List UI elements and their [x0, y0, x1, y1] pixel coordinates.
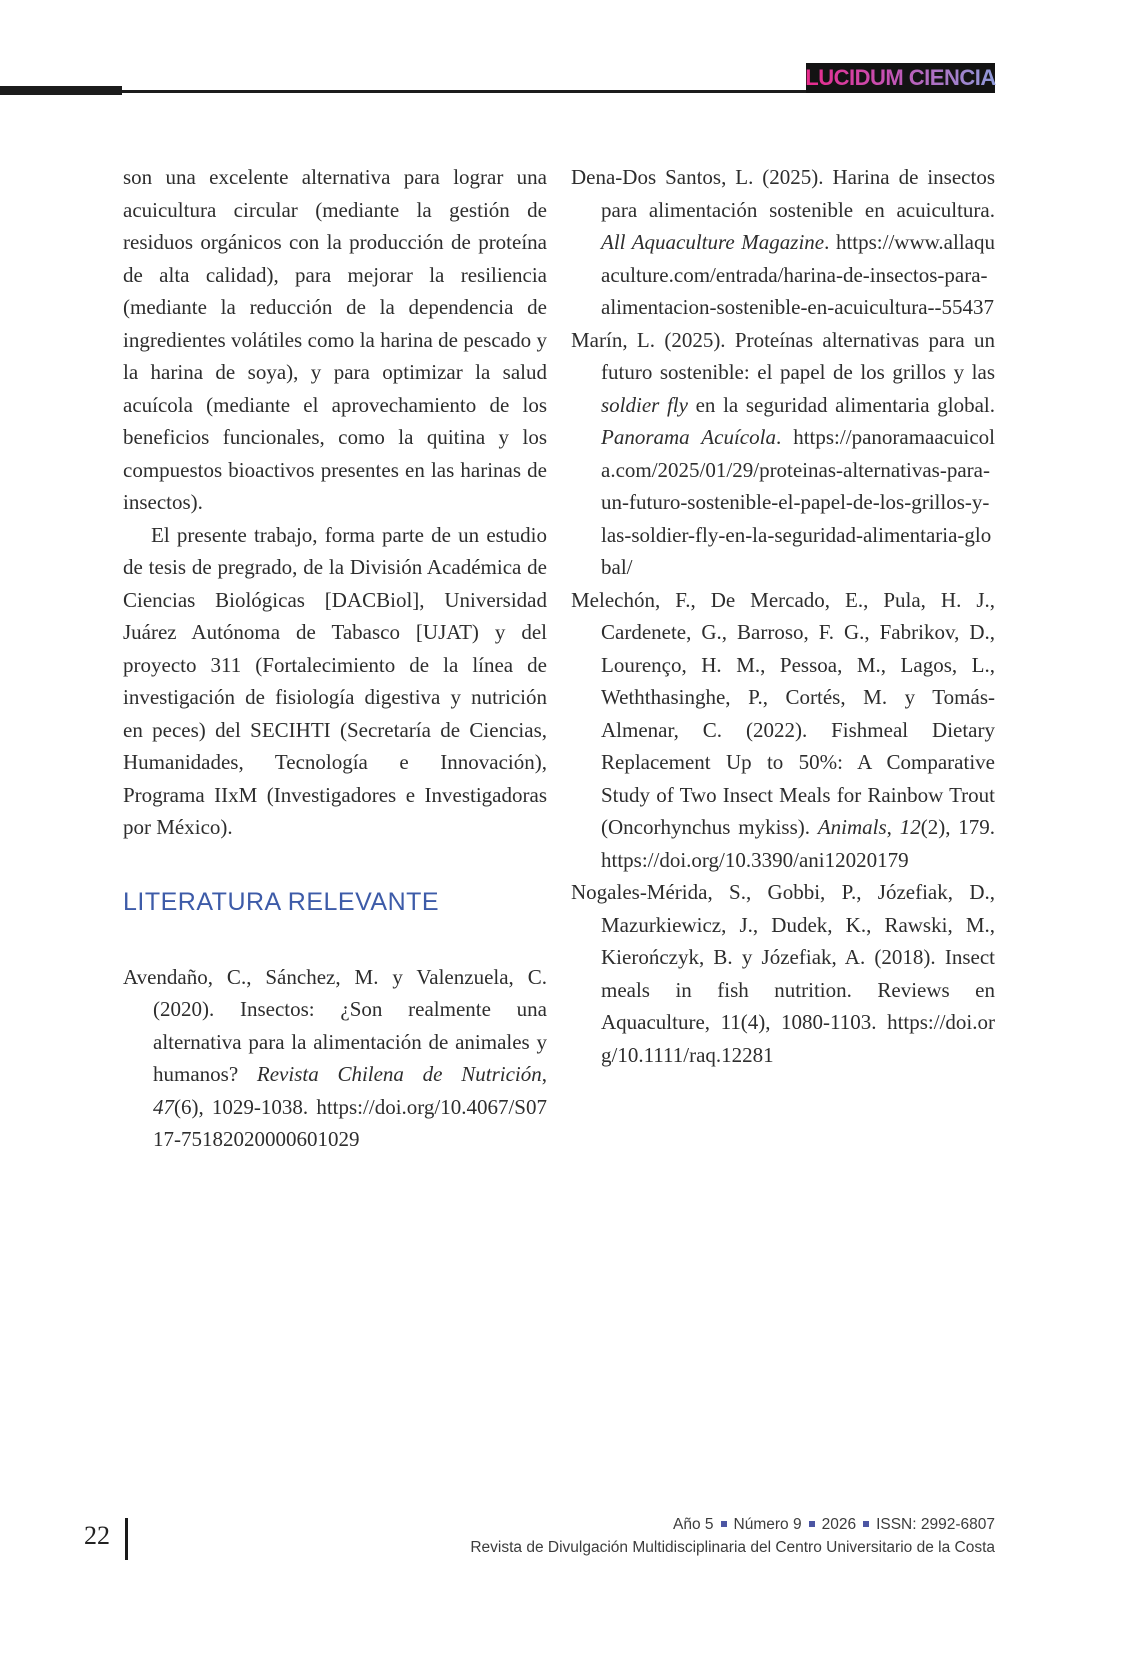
reference-entry: [571, 584, 995, 877]
reference-link: https://doi.org/10.1111/raq.12281: [601, 1010, 995, 1067]
article-body: [123, 161, 995, 1156]
text-run: Dena-Dos Santos, L. (2025). Harina de insectos para alimentación sostenible en acuicultura.: [571, 165, 995, 222]
reference-entry: [123, 961, 547, 1156]
text-run: Avendaño, C., Sánchez, M. y Valenzuela, C. (2020). Insectos: ¿Son realmente una alternativa para la alimentación de animales y humanos?: [123, 964, 547, 1086]
section-heading: LITERATURA RELEVANTE: [123, 887, 440, 916]
page-number-divider: [125, 1518, 128, 1560]
issue-meta: [470, 1513, 995, 1536]
references-list-right: [571, 161, 995, 1071]
text-run: El presente trabajo, forma parte de un estudio de tesis de pregrado, de la División Académica de Ciencias Biológicas [DACBiol], Universidad Juárez Autónoma de Tabasco [UJAT) y del proyecto 311 (Fortalecimiento de la línea de investigación de fisiología digestiva y nutrición en peces) del SECIHTI (Secretaría de Ciencias, Humanidades, Tecnología e Innovación), Programa IIxM (Investigadores e Investigadoras por México).: [123, 522, 547, 839]
text-run: en la seguridad alimentaria global.: [687, 392, 995, 417]
page-number: 22: [84, 1521, 110, 1550]
right-column: [571, 161, 995, 1156]
reference-link: https://www.allaquaculture.com/entrada/harina-de-insectos-para-alimentacion-sostenible-en-acuicultura--55437: [601, 230, 995, 319]
italic-text: Panorama Acuícola: [601, 425, 776, 449]
text-run: .: [775, 425, 794, 449]
header-rule: [0, 90, 806, 93]
italic-text: 12: [899, 815, 921, 839]
text-run: Marín, L. (2025). Proteínas alternativas para un futuro sostenible: el papel de los grillos y las: [571, 327, 995, 384]
reference-link: https://panoramaacuicola.com/2025/01/29/proteinas-alternativas-para-un-futuro-sostenible-el-papel-de-los-grillos-y-las-soldier-fly-en-la-seguridad-alimentaria-global/: [601, 425, 995, 579]
body-paragraph: [123, 161, 547, 519]
text-run: (6), 1029-1038.: [174, 1094, 317, 1119]
text-run: Nogales-Mérida, S., Gobbi, P., Józefiak, D., Mazurkiewicz, J., Dudek, K., Rawski, M., Kierończyk, B. y Józefiak, A. (2018). Insect meals in fish nutrition. Reviews en Aquaculture, 11(4), 1080-1103.: [571, 880, 995, 1034]
separator-square-icon: [809, 1521, 815, 1527]
reference-link: https://doi.org/10.3390/ani12020179: [601, 847, 909, 872]
reference-link: https://doi.org/10.4067/S0717-75182020000601029: [153, 1094, 547, 1151]
text-run: son una excelente alternativa para lograr una acuicultura circular (mediante la gestión de residuos orgánicos con la producción de proteína de alta calidad), para mejorar la resiliencia (mediante la reducción de la dependencia de ingredientes volátiles como la harina de pescado y la harina de soya), y para optimizar la salud acuícola (mediante el aprovechamiento de los beneficios funcionales, como la quitina y los compuestos bioactivos presentes en las harinas de insectos).: [123, 165, 547, 514]
journal-name: Revista de Divulgación Multidisciplinaria del Centro Universitario de la Costa: [470, 1539, 995, 1556]
italic-text: soldier fly: [601, 392, 688, 417]
issue-meta-item: Año 5: [673, 1516, 714, 1533]
separator-square-icon: [721, 1521, 727, 1527]
text-run: .: [824, 230, 836, 254]
italic-text: Revista Chilena de Nutrición: [256, 1062, 542, 1086]
reference-entry: [571, 876, 995, 1071]
body-paragraph: [123, 519, 547, 844]
text-run: Melechón, F., De Mercado, E., Pula, H. J., Cardenete, G., Barroso, F. G., Fabrikov, D., Lourenço, H. M., Pessoa, M., Lagos, L., Weththasinghe, P., Cortés, M. y Tomás-Almenar, C. (2022). Fishmeal Dietary Replacement Up to 50%: A Comparative Study of Two Insect Meals for Rainbow Trout (Oncorhynchus mykiss).: [571, 587, 995, 839]
issue-meta-item: ISSN: 2992-6807: [876, 1516, 995, 1533]
italic-text: 47: [153, 1094, 174, 1119]
left-column: [123, 161, 547, 1156]
text-run: ,: [886, 815, 900, 839]
journal-logo-text: LUCIDUM CIENCIA: [805, 65, 996, 90]
reference-entry: [571, 324, 995, 584]
references-list-left: [123, 961, 547, 1156]
text-run: ,: [541, 1062, 547, 1086]
reference-entry: [571, 161, 995, 324]
journal-logo: [806, 63, 995, 93]
italic-text: Animals: [817, 815, 887, 839]
separator-square-icon: [863, 1521, 869, 1527]
issue-meta-item: Número 9: [733, 1516, 802, 1533]
text-run: (2), 179.: [920, 815, 995, 839]
footer-info: [470, 1513, 995, 1559]
issue-meta-item: 2026: [821, 1516, 857, 1533]
italic-text: All Aquaculture Magazine: [601, 230, 825, 254]
